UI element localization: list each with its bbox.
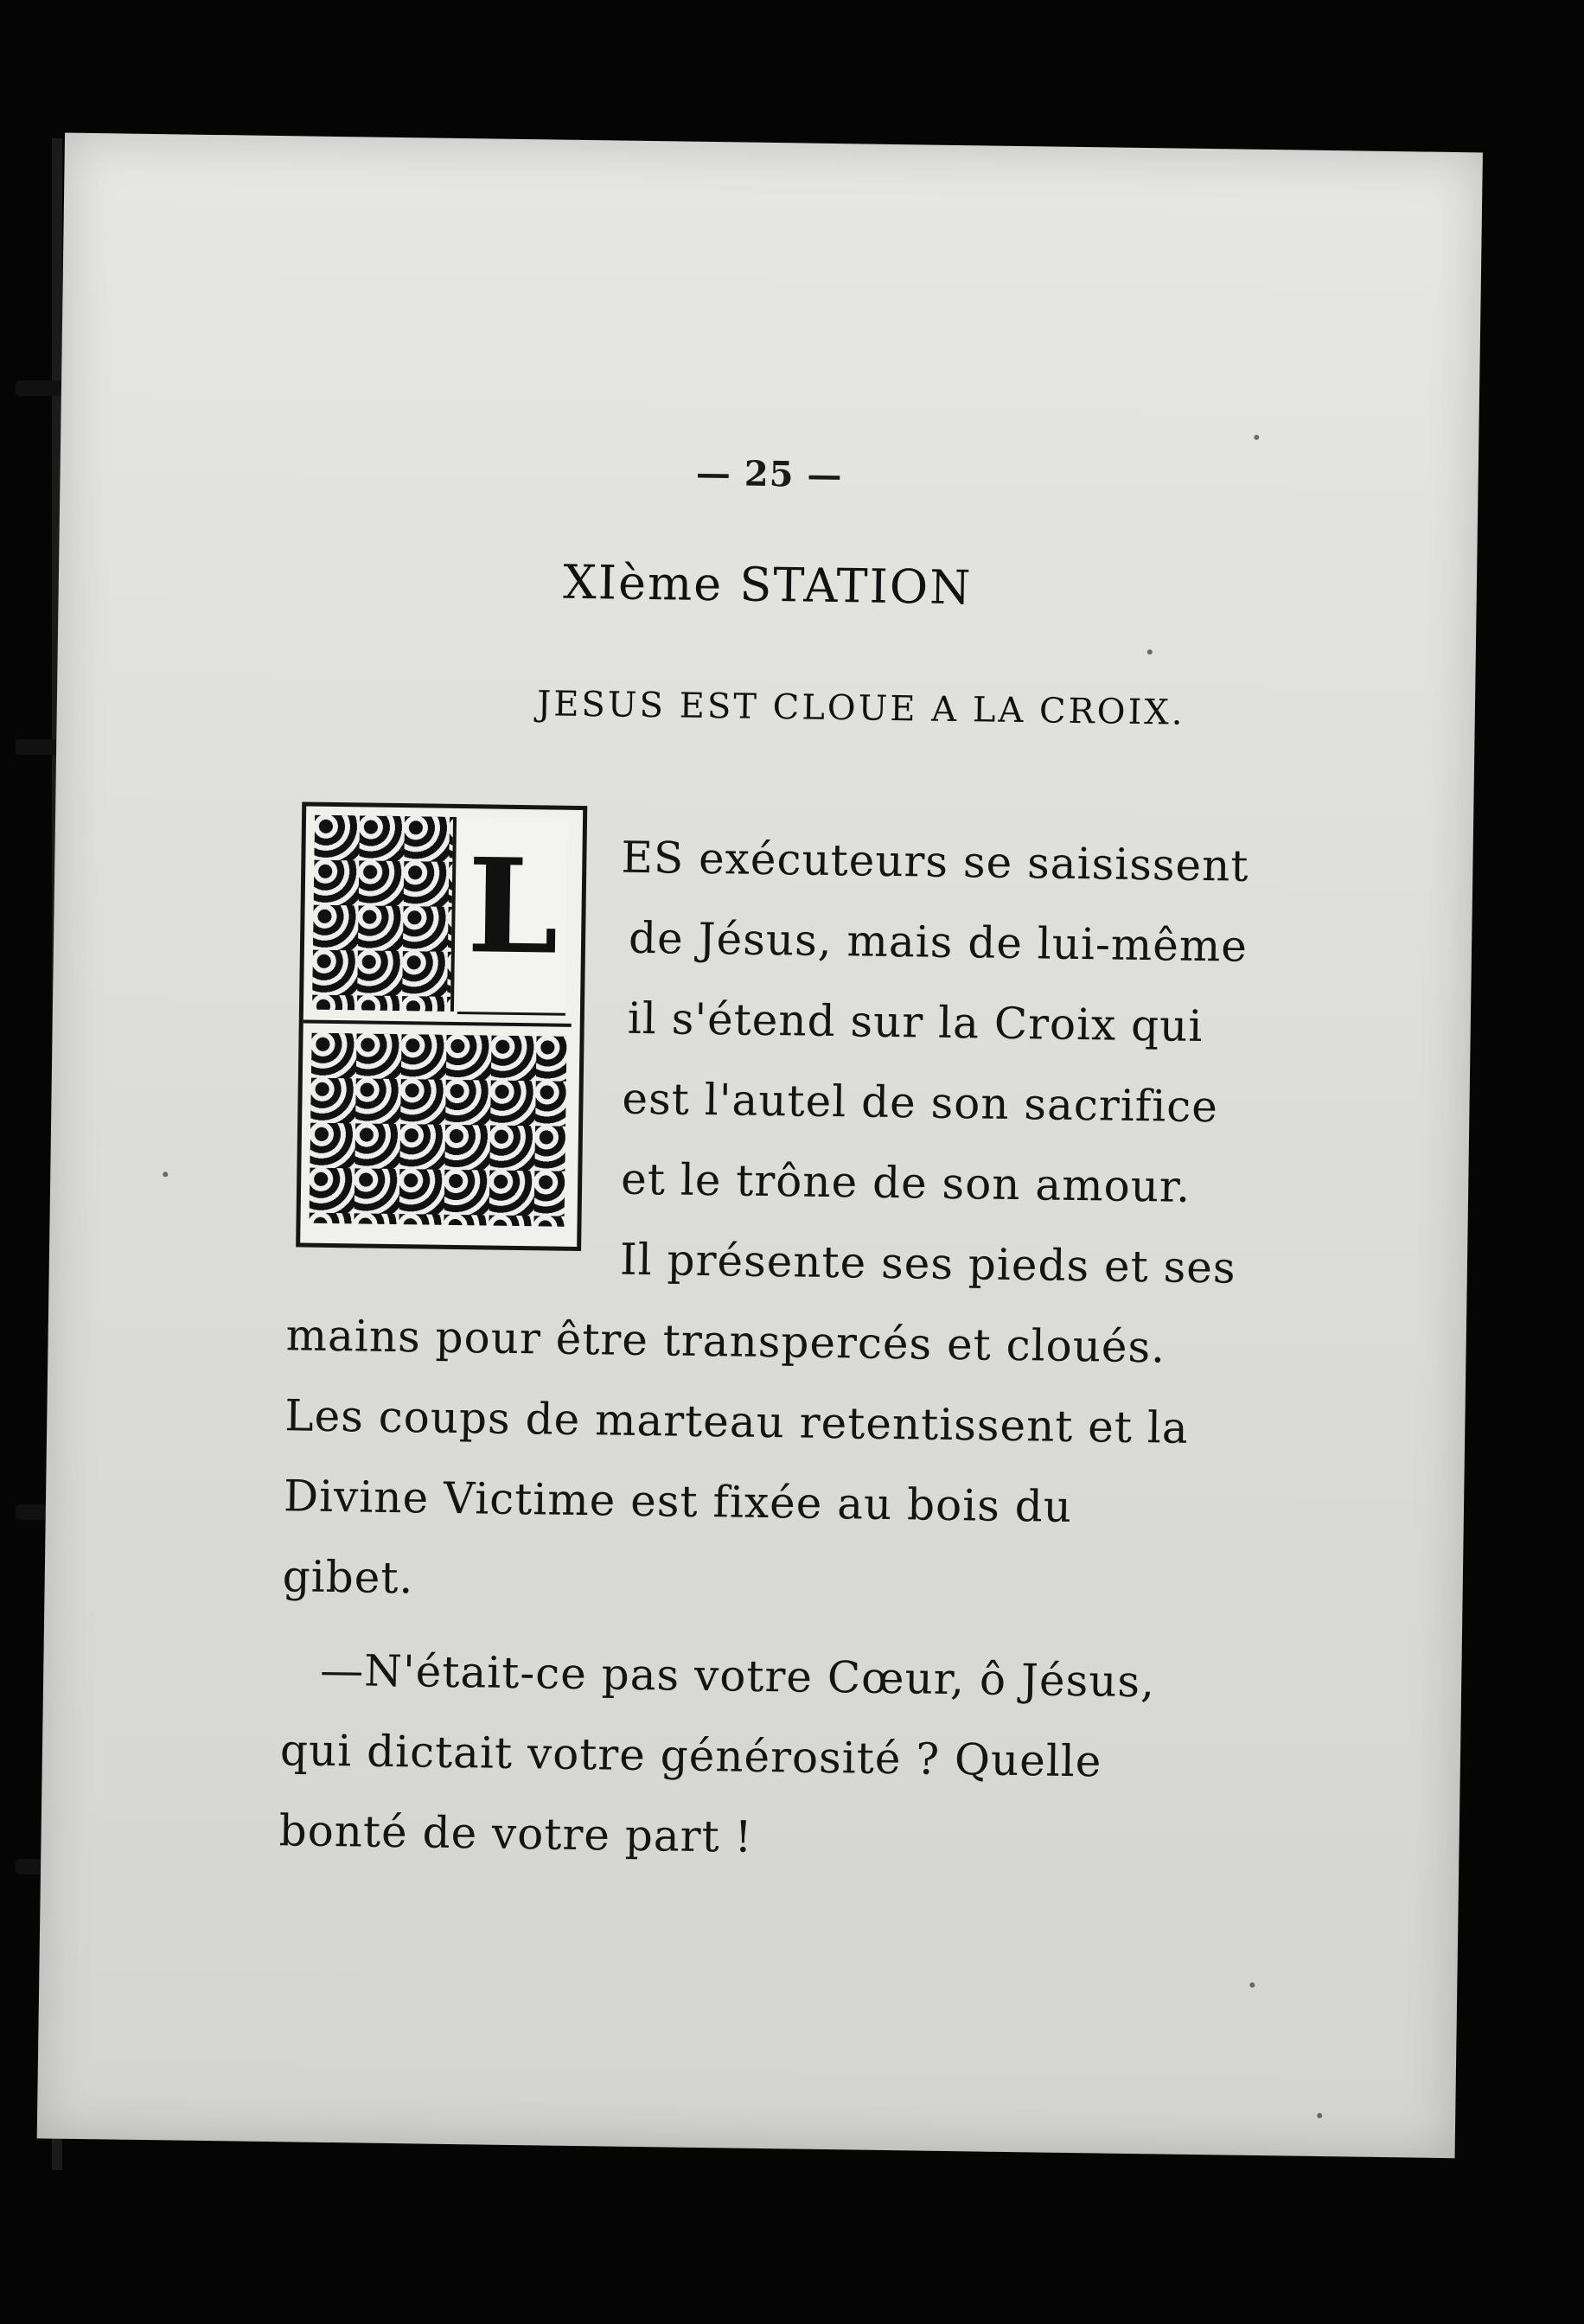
paragraph1-line: gibet. — [282, 1551, 414, 1604]
scan-speck — [1147, 649, 1153, 654]
paragraph1-line: mains pour être transpercés et cloués. — [285, 1310, 1166, 1373]
paragraph2-line: —N'était-ce pas votre Cœur, ô Jésus, — [319, 1644, 1156, 1708]
ornament-divider — [303, 1020, 572, 1027]
scan-speck — [1249, 1982, 1255, 1988]
paragraph1-line: et le trône de son amour. — [620, 1153, 1191, 1212]
paragraph1-line: il s'étend sur la Croix qui — [627, 993, 1204, 1052]
page-number: — 25 — — [695, 452, 843, 496]
station-subtitle: JESUS EST CLOUE A LA CROIX. — [536, 684, 1185, 733]
ornament-pattern-bottom — [310, 1033, 567, 1227]
scan-speck — [163, 1172, 168, 1177]
dropcap-letter: L — [466, 830, 560, 984]
paragraph1-line: Les coups de marteau retentissent et la — [284, 1390, 1190, 1453]
ornament-pattern-top — [312, 815, 457, 1012]
station-title: XIème STATION — [562, 554, 973, 616]
scan-speck — [1317, 2113, 1322, 2118]
ornamental-dropcap — [296, 801, 587, 1251]
paragraph2-line: bonté de votre part ! — [278, 1805, 754, 1862]
dropcap-letter-box — [457, 817, 568, 1016]
paragraph1-line: Divine Victime est fixée au bois du — [283, 1471, 1073, 1532]
paragraph1-line: Il présente ses pieds et ses — [619, 1234, 1236, 1293]
book-page — [37, 133, 1483, 2159]
paragraph1-line: ES exécuteurs se saisissent — [621, 832, 1249, 891]
scan-speck — [1254, 435, 1259, 440]
paragraph1-line: est l'autel de son sacrifice — [622, 1073, 1219, 1133]
paragraph1-line: de Jésus, mais de lui-même — [628, 912, 1249, 972]
paragraph2-line: qui dictait votre générosité ? Quelle — [279, 1725, 1102, 1787]
